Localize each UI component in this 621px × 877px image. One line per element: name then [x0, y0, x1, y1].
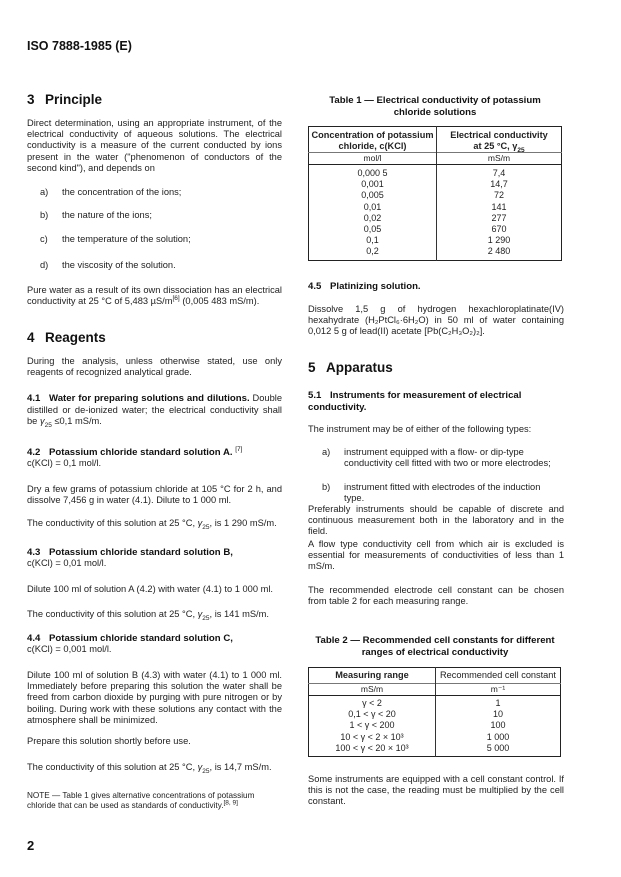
section-4-5-heading: 4.5 Platinizing solution.: [308, 281, 421, 292]
section-3-heading: [27, 92, 102, 107]
table-1-caption: Table 1 — Electrical conductivity of potassium chloride solutions: [329, 95, 541, 118]
citation: [7]: [235, 445, 243, 453]
section-4-2-heading: 4.2 Potassium chloride standard solution A. [7]: [27, 445, 243, 458]
cell-value: 1: [495, 698, 501, 708]
table-row: [309, 696, 561, 710]
apparatus-p1: Preferably instruments should be capable of discrete and continuous measurement both in the laboratory and in the field.: [308, 504, 564, 537]
section-4-3-heading: 4.3 Potassium chloride standard solution B,: [27, 547, 233, 558]
apparatus-p3: The recommended electrode cell constant can be chosen from table 2 for each measuring range.: [308, 585, 564, 607]
unit-cell: m⁻¹: [436, 684, 561, 696]
concentration-c: c(KCl) = 0,001 mol/l.: [27, 644, 112, 654]
list-item: b) instrument fitted with electrodes of the induction type.: [322, 482, 541, 504]
pure-water-paragraph: Pure water as a result of its own dissociation has an electrical conductivity at 25 °C of 5,483 µS/m[6] (0,005 483 mS/m).: [27, 285, 282, 307]
section-4-heading: 4 Reagents: [27, 330, 106, 345]
table-row: [309, 246, 562, 260]
types-intro: The instrument may be of either of the following types:: [308, 424, 532, 434]
cell-key: 0,05: [309, 224, 437, 235]
cell-key: 10 < γ < 2 × 10³: [309, 732, 436, 743]
list-item: d) the viscosity of the solution.: [40, 260, 176, 270]
cell-value: 2 480: [487, 246, 511, 257]
cell-key: 0,1: [309, 235, 437, 246]
cell-key: 100 < γ < 20 × 10³: [309, 743, 436, 757]
table-row: [309, 732, 561, 743]
principle-intro: Direct determination, using an appropriate instrument, of the electrical conductivity of aqueous solutions. The electrical conductivity is a measure of the current conducted by ions present in the water ("phenomenon of conductors of the second kind"), and depends on: [27, 118, 282, 173]
cell-value: 1 290: [487, 235, 511, 246]
conductivity-c: The conductivity of this solution at 25 °C, $\gamma_{25}$, is 14,7 mS/m.: [27, 762, 272, 775]
cell-value: 72: [493, 190, 504, 201]
unit-cell: mS/m: [437, 153, 562, 165]
concentration-b: c(KCl) = 0,01 mol/l.: [27, 558, 107, 568]
column-header-range: Measuring range: [309, 668, 436, 684]
table-row: [309, 190, 562, 201]
list-item: c) the temperature of the solution;: [40, 234, 191, 244]
cell-value: 10: [492, 709, 503, 720]
table-row: [309, 235, 562, 246]
conductivity-b: The conductivity of this solution at 25 °C, $\gamma_{25}$, is 141 mS/m.: [27, 609, 269, 622]
cell-key: 1 < γ < 200: [309, 720, 436, 731]
cell-value: 14,7: [490, 179, 508, 190]
citation: [8, 9]: [223, 799, 238, 807]
table-row: [309, 743, 561, 757]
unit-cell: mS/m: [309, 684, 436, 696]
prepare-note: Prepare this solution shortly before use.: [27, 736, 191, 746]
cell-value: 277: [491, 212, 507, 223]
section-4-1: 4.1 Water for preparing solutions and dilutions. Double distilled or de-ionized water; the electrical conductivity shall be $\gamma_{25} \le 0,1$ mS/m.: [27, 393, 282, 430]
apparatus-p2: A flow type conductivity cell from which air is excluded is essential for measurements of conductivities of less than 1 mS/m.: [308, 539, 564, 572]
column-header-cell-constant: Recommended cell constant: [440, 670, 556, 680]
section-title: Principle: [45, 92, 103, 107]
platinizing-text: Dissolve 1,5 g of hydrogen hexachloroplatinate(IV) hexahydrate (H₂PtCl₆·6H₂O) in 50 ml of water containing 0,012 5 g of lead(II) acetate [Pb(C₂H₃O₂)₂].: [308, 304, 564, 337]
unit-cell: mol/l: [309, 153, 437, 165]
table-row: [309, 224, 562, 235]
citation: [6]: [172, 295, 180, 303]
column-header-conductivity: Electrical conductivity at 25 °C, $\gamma_{25}$: [450, 130, 548, 154]
table-1: [308, 126, 562, 261]
table-row: [309, 720, 561, 731]
list-item: a) instrument equipped with a flow- or dip-type conductivity cell fitted with two or more electrodes;: [322, 447, 551, 469]
table-row: [309, 213, 562, 224]
cell-key: 0,02: [309, 213, 437, 224]
section-5-1-heading: 5.1 Instruments for measurement of electrical conductivity.: [308, 390, 522, 413]
section-5-heading: 5 Apparatus: [308, 360, 393, 375]
concentration-a: c(KCl) = 0,1 mol/l.: [27, 458, 102, 468]
cell-value: 100: [490, 720, 506, 731]
section-number: 3: [27, 92, 35, 107]
page-number: 2: [27, 838, 35, 853]
closing-paragraph: Some instruments are equipped with a cell constant control. If this is not the case, the reading must be multiplied by the cell constant.: [308, 774, 564, 807]
section-4-4-heading: 4.4 Potassium chloride standard solution C,: [27, 633, 233, 644]
cell-key: 0,001: [309, 179, 437, 190]
cell-key: 0,1 < γ < 20: [309, 709, 436, 720]
column-header-concentration: Concentration of potassium chloride, c(KCl): [309, 127, 437, 153]
cell-value: 5 000: [486, 742, 510, 753]
table-2-caption: Table 2 — Recommended cell constants for different ranges of electrical conductivity: [315, 635, 555, 658]
table-row: [309, 179, 562, 190]
cell-key: γ < 2: [309, 696, 436, 710]
list-item: a) the concentration of the ions;: [40, 187, 182, 197]
cell-key: 0,2: [309, 246, 437, 260]
table-note: NOTE — Table 1 gives alternative concentrations of potassium chloride that can be used as standards of conductivity.[8, 9]: [27, 791, 255, 810]
document-id: ISO 7888-1985 (E): [27, 39, 132, 53]
cell-value: 670: [491, 224, 507, 235]
procedure-c: Dilute 100 ml of solution B (4.3) with water (4.1) to 1 000 ml. Immediately before preparing this solution the water shall be freed from carbon dioxide by purging with pure nitrogen or by boiling. During work with these solutions any contact with the atmosphere shall be minimized.: [27, 670, 282, 725]
conductivity-a: The conductivity of this solution at 25 °C, $\gamma_{25}$, is 1 290 mS/m.: [27, 518, 277, 531]
cell-key: 0,01: [309, 202, 437, 213]
reagents-intro: During the analysis, unless otherwise stated, use only reagents of recognized analytical grade.: [27, 356, 282, 378]
list-item: b) the nature of the ions;: [40, 210, 152, 220]
cell-key: 0,000 5: [309, 165, 437, 180]
procedure-a: Dry a few grams of potassium chloride at 105 °C for 2 h, and dissolve 7,456 g in water (4.1). Dilute to 1 000 ml.: [27, 484, 282, 506]
table-row: [309, 709, 561, 720]
procedure-b: Dilute 100 ml of solution A (4.2) with water (4.1) to 1 000 ml.: [27, 584, 273, 594]
cell-key: 0,005: [309, 190, 437, 201]
table-row: [309, 202, 562, 213]
cell-value: 7,4: [492, 168, 506, 178]
table-2: [308, 667, 561, 757]
cell-value: 1 000: [486, 731, 510, 742]
cell-value: 141: [491, 201, 507, 212]
table-row: [309, 165, 562, 180]
